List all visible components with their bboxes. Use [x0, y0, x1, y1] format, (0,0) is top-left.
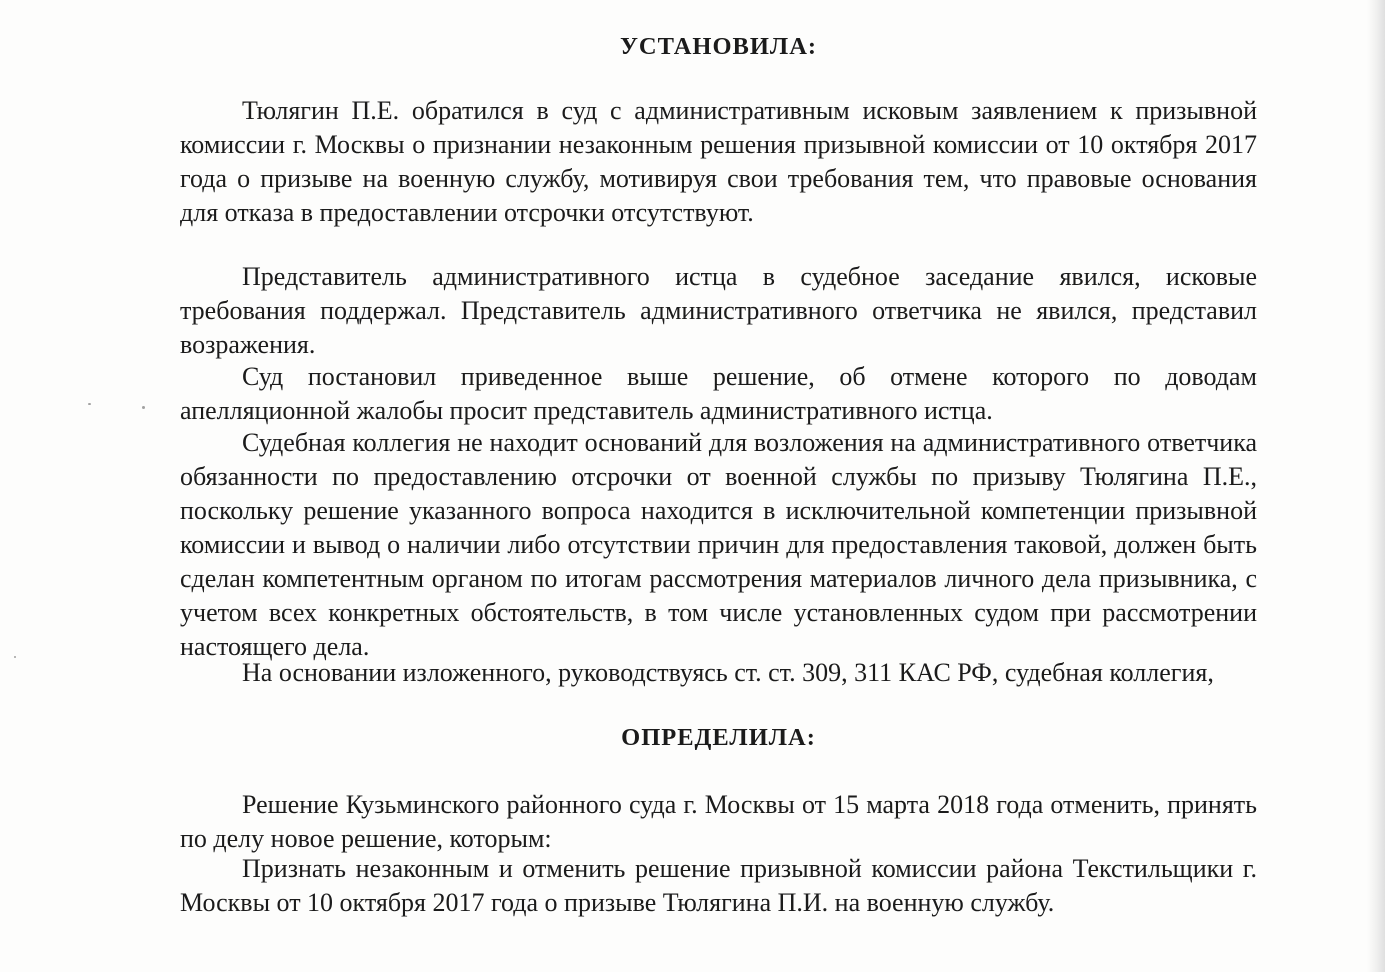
paragraph-court-ruling: Суд постановил приведенное выше решение, об отмене которого по доводам апелляционной жалобы просит представитель административного истца. — [180, 362, 1257, 425]
paragraph-collegium-findings: Судебная коллегия не находит оснований для возложения на административного ответчика обязанности по предоставлению отсрочки от военной службы по призыву Тюлягина П.Е., поскольку решение указанного вопроса находится в исключительной компетенции призывной комиссии и вывод о наличии либо отсутствии причин для предоставления таковой, должен быть сделан компетентным органом по итогам рассмотрения материалов личного дела призывника, с учетом всех конкретных обстоятельств, в том числе установленных судом при рассмотрении настоящего дела. — [180, 428, 1257, 661]
scan-speck — [88, 403, 91, 405]
paragraph-representatives: Представитель административного истца в судебное заседание явился, исковые требования поддержал. Представитель административного ответчика не явился, представил возражения. — [180, 262, 1257, 359]
paragraph-decision-cancel: Решение Кузьминского районного суда г. Москвы от 15 марта 2018 года отменить, принять по делу новое решение, которым: — [180, 790, 1257, 853]
paragraph-legal-basis: На основании изложенного, руководствуясь ст. ст. 309, 311 КАС РФ, судебная коллегия, — [242, 658, 1214, 687]
scan-speck — [142, 406, 145, 409]
heading-determined: ОПРЕДЕЛИЛА: — [621, 724, 816, 751]
heading-established: УСТАНОВИЛА: — [619, 33, 818, 60]
paragraph-decision-unlawful: Признать незаконным и отменить решение призывной комиссии района Текстильщики г. Москвы от 10 октября 2017 года о призыве Тюлягина П.И. на военную службу. — [180, 854, 1257, 917]
scan-speck — [14, 656, 16, 658]
paragraph-claim: Тюлягин П.Е. обратился в суд с административным исковым заявлением к призывной комиссии г. Москвы о признании незаконным решения призывной комиссии от 10 октября 2017 года о призыве на военную службу, мотивируя свои требования тем, что правовые основания для отказа в предоставлении отсрочки отсутствуют. — [180, 96, 1257, 227]
scan-edge-shadow — [1367, 0, 1385, 972]
